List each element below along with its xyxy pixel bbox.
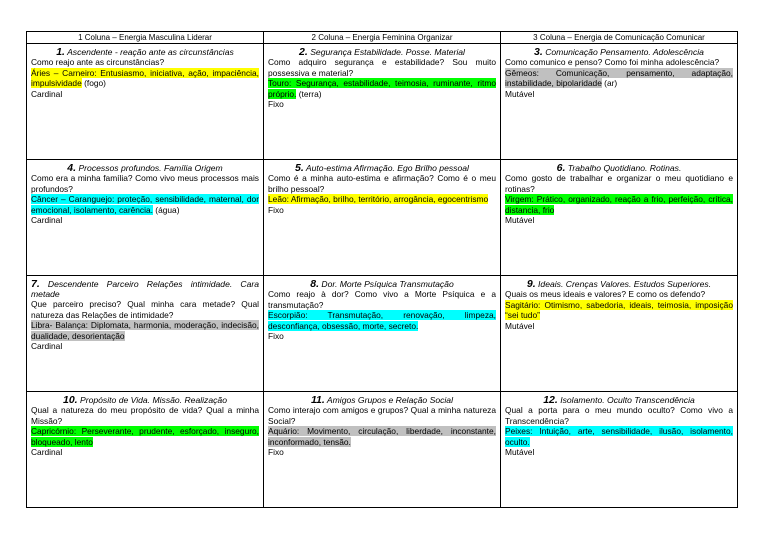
modality-label: Fixo [268,447,284,458]
cell-title [268,279,496,289]
house-question: Como é a minha auto-estima e afirmação? Como é o meu brilho pessoal? [268,173,496,194]
sign-traits-highlight: Câncer – Caranguejo: proteção, sensibilidade, maternal, dor emocional, isolamento, carência. [31,194,259,215]
house-title: Descendente Parceiro Relações intimidade. Cara metade [31,279,259,299]
house-title: Ideais. Crenças Valores. Estudos Superiores. [538,279,712,289]
house-question: Como interajo com amigos e grupos? Qual a minha natureza Social? [268,405,496,426]
element-note: (ar) [601,78,618,89]
cell [501,160,738,276]
cell [27,44,264,160]
modality-label: Mutável [505,215,535,226]
house-number: 11. [310,394,325,406]
house-number: 8. [310,278,320,290]
house-question: Como comunico e penso? Como foi minha adolescência? [505,57,720,67]
house-number: 10. [63,394,78,406]
modality-label: Fixo [268,99,284,110]
sign-traits-highlight: Gêmeos: Comunicação, pensamento, adaptação, instabilidade, bipolaridade [505,67,733,89]
cell-title [505,163,733,173]
house-question: Qual a natureza do meu propósito de vida? Qual a minha Missão? [31,405,259,426]
sign-description [268,310,496,331]
cell [27,392,264,508]
column-header-1: 1 Coluna – Energia Masculina Liderar [27,32,264,44]
house-number: 6. [556,162,566,174]
modality-label: Cardinal [31,88,63,99]
house-question: Como adquiro segurança e estabilidade? Sou muito possessiva e material? [268,57,496,78]
house-number: 1. [56,46,65,58]
house-title: Segurança Estabilidade. Posse. Material [310,47,465,57]
sign-description [268,194,496,205]
sign-traits-highlight: Capricórnio: Perseverante, prudente, esforçado, inseguro, bloqueado, lento [31,426,259,447]
cell-title [505,47,733,57]
sign-traits-highlight: Touro: Segurança, estabilidade, teimosia, ruminante, ritmo próprio. [268,78,496,99]
cell-title [268,47,496,57]
sign-description [505,426,733,447]
column-header-2: 2 Coluna – Energia Feminina Organizar [264,32,501,44]
house-title: Propósito de Vida. Missão. Realização [80,395,227,405]
table-row [27,276,738,392]
cell [27,276,264,392]
sign-description [31,68,259,89]
cell [264,160,501,276]
cell-title [31,395,259,405]
sign-traits-highlight: Virgem: Prático, organizado, reação a frio, perfeição, crítica, distancia, frio [505,194,733,215]
sign-description [505,194,733,215]
house-title: Trabalho Quotidiano. Rotinas. [567,163,682,173]
cell [501,44,738,160]
sign-traits-highlight: Sagitário: Otimismo, sabedoria, ideais, teimosia, imposição “sei tudo” [505,299,733,321]
house-number: 3. [534,46,543,58]
sign-traits-highlight: Leão: Afirmação, brilho, território, arrogância, egocentrismo [268,194,489,205]
house-number: 2. [299,46,308,58]
house-number: 9. [526,278,536,290]
modality-label: Fixo [268,204,284,215]
sign-description [31,320,259,341]
sign-traits-highlight: Libra- Balança: Diplomata, harmonia, moderação, indecisão, dualidade, desorientação [31,320,259,341]
house-number: 7. [31,278,40,290]
house-number: 4. [67,162,77,174]
houses-table [26,31,738,508]
house-title: Comunicação Pensamento. Adolescência [545,47,704,57]
modality-label: Mutável [505,320,535,331]
modality-label: Mutável [505,447,535,458]
table-row [27,392,738,508]
cell [264,276,501,392]
modality-label: Cardinal [31,341,63,352]
sign-description [505,68,733,89]
house-question: Quais os meus ideais e valores? E como os defendo? [505,289,706,299]
element-note: (terra) [296,88,322,99]
house-title: Auto-estima Afirmação. Ego Brilho pessoal [305,163,469,173]
cell-title [268,163,496,173]
modality-label: Fixo [268,331,284,342]
sign-description [31,426,259,447]
house-title: Ascendente - reação ante as circunstâncias [67,47,234,57]
modality-label: Cardinal [31,215,63,226]
modality-label: Cardinal [31,447,63,458]
house-question: Qual a porta para o meu mundo oculto? Como vivo a Transcendência? [505,405,733,426]
sign-traits-highlight: Peixes: Intuição, arte, sensibilidade, ilusão, isolamento, oculto. [505,426,733,447]
modality-label: Mutável [505,88,535,99]
sign-description [31,194,259,215]
house-question: Que parceiro preciso? Qual minha cara metade? Qual natureza das Relações de intimidade? [31,299,259,320]
table-row [27,160,738,276]
cell [501,276,738,392]
sign-traits-highlight: Áries – Carneiro: Entusiasmo, iniciativa, ação, impaciência, impulsividade [31,67,259,89]
house-number: 5. [295,162,304,174]
house-question: Como reajo à dor? Como vivo a Morte Psíquica e a transmutação? [268,289,496,310]
sign-description [505,300,733,321]
cell [264,392,501,508]
sign-traits-highlight: Aquário: Movimento, circulação, liberdade, inconstante, inconformado, tensão. [268,426,496,447]
element-note: (fogo) [81,78,106,89]
cell-title [31,279,259,299]
cell-title [505,279,733,289]
sign-description [268,78,496,99]
cell-title [31,47,259,57]
table-row [27,44,738,160]
house-title: Isolamento. Oculto Transcendência [560,395,695,405]
sign-traits-highlight: Escorpião: Transmutação, renovação, limpeza, desconfiança, obsessão, morte, secreto. [268,310,496,331]
house-number: 12. [543,394,558,406]
sign-description [268,426,496,447]
house-title: Amigos Grupos e Relação Social [326,395,453,405]
cell-title [31,163,259,173]
house-question: Como era a minha família? Como vivo meus processos mais profundos? [31,173,259,194]
house-question: Como gosto de trabalhar e organizar o meu quotidiano e rotinas? [505,173,733,194]
house-title: Processos profundos. Família Origem [78,163,223,173]
cell-title [505,395,733,405]
column-header-3: 3 Coluna – Energia de Comunicação Comunicar [501,32,738,44]
house-question: Como reajo ante as circunstâncias? [31,57,165,67]
cell [27,160,264,276]
header-row [27,32,738,44]
cell-title [268,395,496,405]
cell [501,392,738,508]
house-title: Dor. Morte Psíquica Transmutação [321,279,454,289]
element-note: (água) [152,204,180,215]
cell [264,44,501,160]
